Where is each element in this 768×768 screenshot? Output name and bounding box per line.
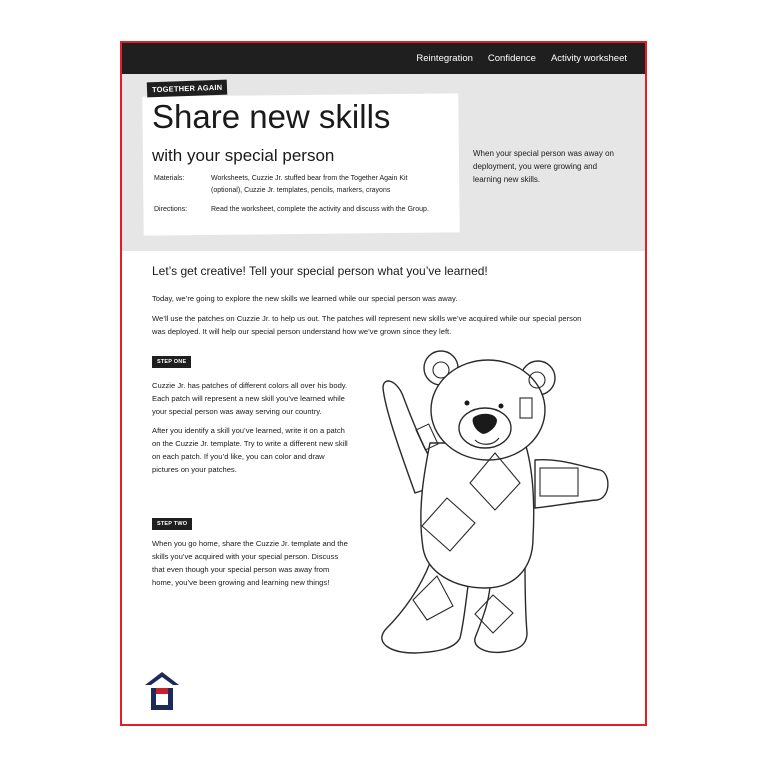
step-two-paragraph-1: When you go home, share the Cuzzie Jr. template and the skills you’ve acquired with your special person. Discuss that even though your special person was away from home, you’ve been growing and learning new things! xyxy=(152,539,348,587)
step-one-paragraph-2: After you identify a skill you’ve learned, write it on a patch on the Cuzzie Jr. template. Try to write a different new skill on each patch. If you’d like, you can color and draw pictures on your patches. xyxy=(152,426,348,474)
house-logo-icon xyxy=(144,671,180,713)
step-two-tag: STEP TWO xyxy=(152,518,192,530)
nav-link-reintegration[interactable]: Reintegration xyxy=(416,53,473,64)
page-title: Share new skills xyxy=(152,98,391,135)
materials-label: Materials: xyxy=(154,175,185,182)
bear-left-eye xyxy=(465,401,470,406)
nav-link-activity-worksheet[interactable]: Activity worksheet xyxy=(550,53,627,64)
bear-body xyxy=(421,443,534,588)
bear-right-eye xyxy=(499,404,504,409)
materials-value: Worksheets, Cuzzie Jr. stuffed bear from the Together Again Kit (optional), Cuzzie Jr. templates, pencils, markers, crayons xyxy=(211,175,408,194)
intro-paragraph-2: We’ll use the patches on Cuzzie Jr. to help us out. The patches will represent new skills we’ve acquired while our special person was deployed. It will help our special person understand how we’ve grown since they left. xyxy=(152,314,582,336)
directions-label: Directions: xyxy=(154,206,188,213)
intro-paragraph-1: Today, we’re going to explore the new skills we learned while our special person was away. xyxy=(152,294,458,303)
side-note: When your special person was away on deployment, you were growing and learning new skills. xyxy=(473,149,614,184)
step-one-paragraph-1: Cuzzie Jr. has patches of different colors all over his body. Each patch will represent a new skill you’ve learned while your special person was away serving our country. xyxy=(152,381,348,416)
teddy-bear-illustration xyxy=(375,348,615,663)
nav-link-confidence[interactable]: Confidence xyxy=(487,53,536,64)
page-subtitle: with your special person xyxy=(152,146,335,165)
top-nav-bar xyxy=(122,43,645,74)
worksheet-page xyxy=(120,41,647,726)
directions-value: Read the worksheet, complete the activity and discuss with the Group. xyxy=(211,206,429,213)
bear-right-arm xyxy=(535,460,608,508)
step-one-text xyxy=(152,379,352,482)
nav-links xyxy=(416,43,627,74)
step-two-text xyxy=(152,537,352,595)
lead-heading: Let’s get creative! Tell your special person what you’ve learned! xyxy=(152,264,488,278)
step-one-tag: STEP ONE xyxy=(152,356,191,368)
series-tag: TOGETHER AGAIN xyxy=(147,80,228,98)
